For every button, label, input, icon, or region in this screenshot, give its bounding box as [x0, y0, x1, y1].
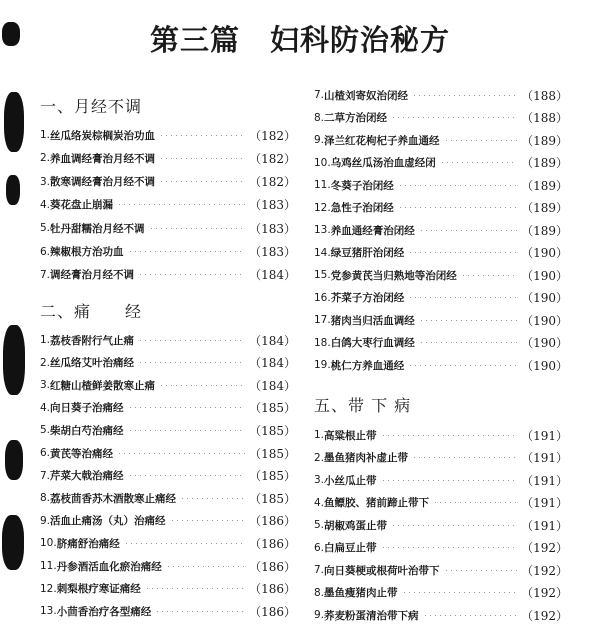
entry-number: 17. — [314, 314, 331, 326]
toc-entry — [40, 330, 296, 350]
section-heading-dysmenorrhea: 二、痛 经 — [40, 302, 143, 321]
toc-entry — [40, 556, 296, 576]
dot-leader — [419, 230, 517, 231]
toc-entry — [314, 310, 568, 330]
entry-title: 急性子治闭经 — [330, 202, 394, 214]
entry-number: 4. — [314, 496, 325, 509]
dot-leader — [408, 365, 517, 366]
entry-title: 冬葵子治闭经 — [330, 179, 394, 192]
entry-page-number: （185） — [249, 423, 296, 438]
dot-leader — [408, 297, 517, 298]
entry-number: 3. — [40, 379, 51, 392]
entry-title: 荞麦粉蛋清治带下病 — [324, 609, 419, 622]
entry-title: 山楂刘寄奴治闭经 — [324, 89, 409, 102]
entry-title: 胡椒鸡蛋止带 — [324, 519, 388, 532]
entry-page-number: （189） — [521, 178, 568, 193]
section-heading-leukorrhea: 五、带 下 病 — [314, 396, 412, 415]
entry-page-number: （191） — [521, 451, 568, 465]
dot-leader — [444, 570, 518, 571]
entry-title: 养血通经膏治闭经 — [330, 224, 415, 237]
toc-entry — [314, 130, 568, 150]
toc-entry — [40, 579, 296, 599]
entry-number: 4. — [40, 198, 51, 211]
dot-leader — [138, 362, 245, 363]
toc-entry — [40, 148, 296, 168]
dot-leader — [145, 588, 245, 589]
dot-leader — [128, 475, 246, 476]
entry-number: 5. — [40, 222, 51, 235]
entry-number: 5. — [40, 424, 51, 437]
entry-page-number: （192） — [521, 563, 568, 578]
dot-leader — [433, 502, 517, 503]
entry-title: 辣椒根方治功血 — [50, 246, 124, 258]
entry-title: 调经膏治月经不调 — [50, 269, 135, 282]
entry-title: 散寒调经膏治月经不调 — [50, 176, 156, 189]
toc-entry — [40, 195, 296, 215]
entry-page-number: （190） — [521, 291, 568, 305]
dot-leader — [419, 342, 517, 343]
entry-number: 6. — [314, 541, 325, 554]
dot-leader — [138, 340, 245, 341]
dot-leader — [128, 407, 246, 408]
dot-leader — [166, 566, 245, 567]
toc-entry — [40, 172, 296, 192]
entry-page-number: （192） — [521, 541, 568, 555]
dot-leader — [159, 158, 245, 159]
toc-entry — [314, 425, 568, 445]
entry-title: 鱼鳔胶、猪前蹄止带下 — [324, 497, 430, 509]
entry-page-number: （190） — [521, 313, 568, 328]
entry-number: 2. — [314, 451, 325, 464]
entry-page-number: （186） — [249, 559, 296, 574]
entry-number: 2. — [40, 356, 51, 369]
toc-entry — [314, 265, 568, 285]
entry-number: 11. — [40, 560, 57, 572]
dot-leader — [180, 498, 245, 499]
entry-page-number: （189） — [521, 201, 568, 215]
entry-page-number: （190） — [521, 246, 568, 260]
entry-title: 丹参酒活血化瘀治痛经 — [56, 560, 162, 573]
entry-number: 9. — [40, 514, 51, 527]
binding-mark — [6, 175, 20, 205]
dot-leader — [398, 185, 517, 186]
toc-entry — [314, 288, 568, 308]
entry-number: 10. — [314, 156, 331, 169]
entry-title: 墨鱼猪肉补虚止带 — [324, 452, 409, 464]
entry-title: 白鸽大枣行血调经 — [330, 337, 415, 349]
entry-page-number: （190） — [521, 358, 568, 373]
entry-title: 二草方治闭经 — [324, 112, 388, 124]
binding-mark — [2, 515, 24, 570]
toc-entry — [314, 85, 568, 105]
toc-entry — [40, 353, 296, 373]
toc-entry — [40, 533, 296, 553]
entry-number: 16. — [314, 291, 331, 304]
toc-entry — [40, 265, 296, 285]
entry-page-number: （189） — [521, 156, 568, 170]
dot-leader — [159, 385, 245, 386]
entry-page-number: （191） — [521, 473, 568, 488]
toc-entry — [40, 242, 296, 262]
entry-title: 刺梨根疗寒证痛经 — [56, 583, 141, 596]
toc-entry — [40, 218, 296, 238]
toc-entry — [314, 583, 568, 603]
entry-page-number: （186） — [249, 514, 296, 529]
entry-number: 1. — [314, 429, 325, 441]
entry-title: 荔枝茴香苏木酒散寒止痛经 — [50, 492, 177, 505]
entry-title: 墨鱼瘦猪肉止带 — [324, 587, 398, 599]
page-title: 第三篇 妇科防治秘方 — [149, 23, 450, 57]
entry-number: 14. — [314, 246, 331, 259]
entry-number: 13. — [314, 224, 331, 236]
dot-leader — [128, 430, 246, 431]
entry-page-number: （186） — [249, 536, 296, 551]
entry-number: 4. — [40, 401, 51, 414]
entry-title: 红糖山楂鲜姜散寒止痛 — [50, 379, 156, 392]
dot-leader — [149, 228, 246, 229]
dot-leader — [423, 615, 518, 616]
entry-title: 向日葵梗或根荷叶治带下 — [324, 564, 440, 577]
entry-number: 9. — [314, 609, 325, 621]
entry-number: 11. — [314, 179, 331, 191]
entry-number: 7. — [314, 564, 325, 576]
entry-number: 12. — [314, 201, 331, 214]
entry-page-number: （188） — [521, 111, 568, 125]
toc-entry — [314, 108, 568, 128]
toc-entry — [40, 466, 296, 486]
toc-entry — [40, 420, 296, 440]
entry-number: 3. — [40, 175, 51, 188]
entry-number: 6. — [40, 447, 51, 459]
dot-leader — [117, 204, 245, 205]
dot-leader — [155, 611, 245, 612]
entry-page-number: （186） — [249, 604, 296, 619]
toc-entry — [314, 355, 568, 375]
entry-title: 向日葵子治痛经 — [50, 402, 124, 415]
entry-page-number: （182） — [249, 128, 296, 143]
entry-number: 1. — [40, 334, 51, 346]
dot-leader — [440, 162, 517, 163]
binding-mark — [5, 440, 23, 480]
entry-title: 芹菜大戟治痛经 — [50, 470, 124, 483]
entry-page-number: （183） — [249, 198, 296, 213]
dot-leader — [117, 453, 245, 454]
toc-entry — [314, 538, 568, 558]
entry-number: 13. — [40, 605, 57, 618]
dot-leader — [391, 117, 517, 118]
entry-page-number: （184） — [249, 333, 296, 348]
entry-page-number: （190） — [521, 268, 568, 283]
entry-page-number: （190） — [521, 336, 568, 350]
entry-number: 9. — [314, 134, 325, 146]
dot-leader — [381, 435, 518, 436]
entry-number: 8. — [40, 492, 51, 505]
entry-page-number: （191） — [521, 428, 568, 443]
entry-number: 1. — [40, 129, 51, 141]
dot-leader — [381, 480, 518, 481]
toc-entry — [40, 488, 296, 508]
dot-leader — [398, 207, 517, 208]
dot-leader — [412, 457, 517, 458]
section-heading-irregular-menstruation: 一、月经不调 — [40, 97, 143, 116]
dot-leader — [444, 140, 518, 141]
entry-title: 养血调经膏治月经不调 — [50, 152, 156, 165]
entry-title: 绿豆猪肝治闭经 — [330, 247, 405, 259]
dot-leader — [138, 274, 245, 275]
entry-page-number: （191） — [521, 518, 568, 533]
entry-page-number: （183） — [249, 221, 296, 236]
dot-leader — [461, 275, 517, 276]
dot-leader — [170, 520, 246, 521]
entry-number: 7. — [40, 469, 51, 482]
toc-entry — [40, 398, 296, 418]
entry-page-number: （189） — [521, 223, 568, 238]
entry-title: 黄芪等治痛经 — [50, 447, 114, 460]
entry-number: 3. — [314, 474, 325, 486]
entry-page-number: （189） — [521, 133, 568, 148]
toc-entry — [314, 493, 568, 513]
dot-leader — [391, 525, 517, 526]
entry-title: 小茴香治疗各型痛经 — [56, 605, 152, 618]
entry-page-number: （184） — [249, 356, 296, 371]
entry-title: 柴胡白芍治痛经 — [50, 424, 124, 437]
entry-page-number: （185） — [249, 401, 296, 416]
entry-number: 7. — [314, 89, 325, 101]
toc-entry — [40, 375, 296, 395]
dot-leader — [408, 252, 517, 253]
entry-page-number: （188） — [521, 88, 568, 103]
toc-entry — [314, 243, 568, 263]
dot-leader — [412, 95, 517, 96]
toc-entry — [40, 443, 296, 463]
toc-entry — [40, 125, 296, 145]
entry-page-number: （185） — [249, 446, 296, 461]
dot-leader — [402, 592, 518, 593]
toc-entry — [314, 175, 568, 195]
entry-number: 7. — [40, 268, 51, 281]
toc-entry — [314, 220, 568, 240]
entry-title: 猪肉当归活血调经 — [330, 314, 415, 327]
toc-entry — [314, 448, 568, 468]
toc-entry — [314, 560, 568, 580]
toc-entry — [40, 601, 296, 621]
entry-page-number: （182） — [249, 175, 296, 190]
dot-leader — [128, 251, 246, 252]
entry-number: 12. — [40, 582, 57, 595]
entry-title: 荔枝香附行气止痛 — [50, 334, 135, 347]
entry-number: 8. — [314, 586, 325, 599]
entry-page-number: （192） — [521, 586, 568, 600]
entry-page-number: （185） — [249, 491, 296, 506]
entry-number: 19. — [314, 359, 331, 371]
entry-title: 活血止痛汤（丸）治痛经 — [50, 515, 166, 528]
entry-title: 桃仁方养血通经 — [330, 359, 405, 372]
entry-title: 党参黄芪当归熟地等治闭经 — [330, 269, 457, 282]
dot-leader — [419, 320, 517, 321]
entry-page-number: （191） — [521, 496, 568, 510]
entry-page-number: （182） — [249, 151, 296, 166]
binding-mark — [3, 325, 25, 395]
entry-title: 白扁豆止带 — [324, 542, 377, 554]
entry-title: 牡丹甜糯治月经不调 — [50, 222, 145, 235]
entry-number: 2. — [40, 152, 51, 165]
entry-title: 丝瓜络艾叶治痛经 — [50, 357, 135, 370]
entry-title: 乌鸡丝瓜汤治血虚经闭 — [330, 157, 436, 169]
entry-page-number: （184） — [249, 378, 296, 393]
entry-title: 高粱根止带 — [324, 429, 377, 442]
dot-leader — [381, 547, 518, 548]
entry-number: 5. — [314, 519, 325, 531]
entry-title: 小丝瓜止带 — [324, 474, 377, 487]
entry-page-number: （184） — [249, 268, 296, 283]
entry-title: 脐痛舒治痛经 — [56, 537, 120, 550]
entry-title: 丝瓜络炭棕榈炭治功血 — [50, 129, 156, 142]
toc-entry — [314, 333, 568, 353]
dot-leader — [124, 543, 245, 544]
entry-title: 泽兰红花枸杞子养血通经 — [324, 134, 440, 147]
entry-number: 6. — [40, 245, 51, 258]
toc-entry — [314, 198, 568, 218]
toc-entry — [40, 511, 296, 531]
entry-number: 8. — [314, 111, 325, 124]
toc-entry — [314, 470, 568, 490]
page-binding-edge — [0, 0, 26, 623]
toc-entry — [314, 153, 568, 173]
dot-leader — [159, 181, 245, 182]
dot-leader — [159, 135, 245, 136]
toc-entry — [314, 515, 568, 535]
entry-page-number: （183） — [249, 245, 296, 259]
entry-page-number: （186） — [249, 582, 296, 597]
entry-page-number: （185） — [249, 469, 296, 484]
toc-entry — [314, 605, 568, 625]
entry-number: 10. — [40, 537, 57, 550]
entry-number: 18. — [314, 336, 331, 349]
binding-mark — [4, 92, 24, 152]
entry-page-number: （192） — [521, 608, 568, 623]
entry-number: 15. — [314, 269, 331, 281]
entry-title: 芥菜子方治闭经 — [330, 292, 405, 304]
entry-title: 葵花盘止崩漏 — [50, 199, 114, 212]
